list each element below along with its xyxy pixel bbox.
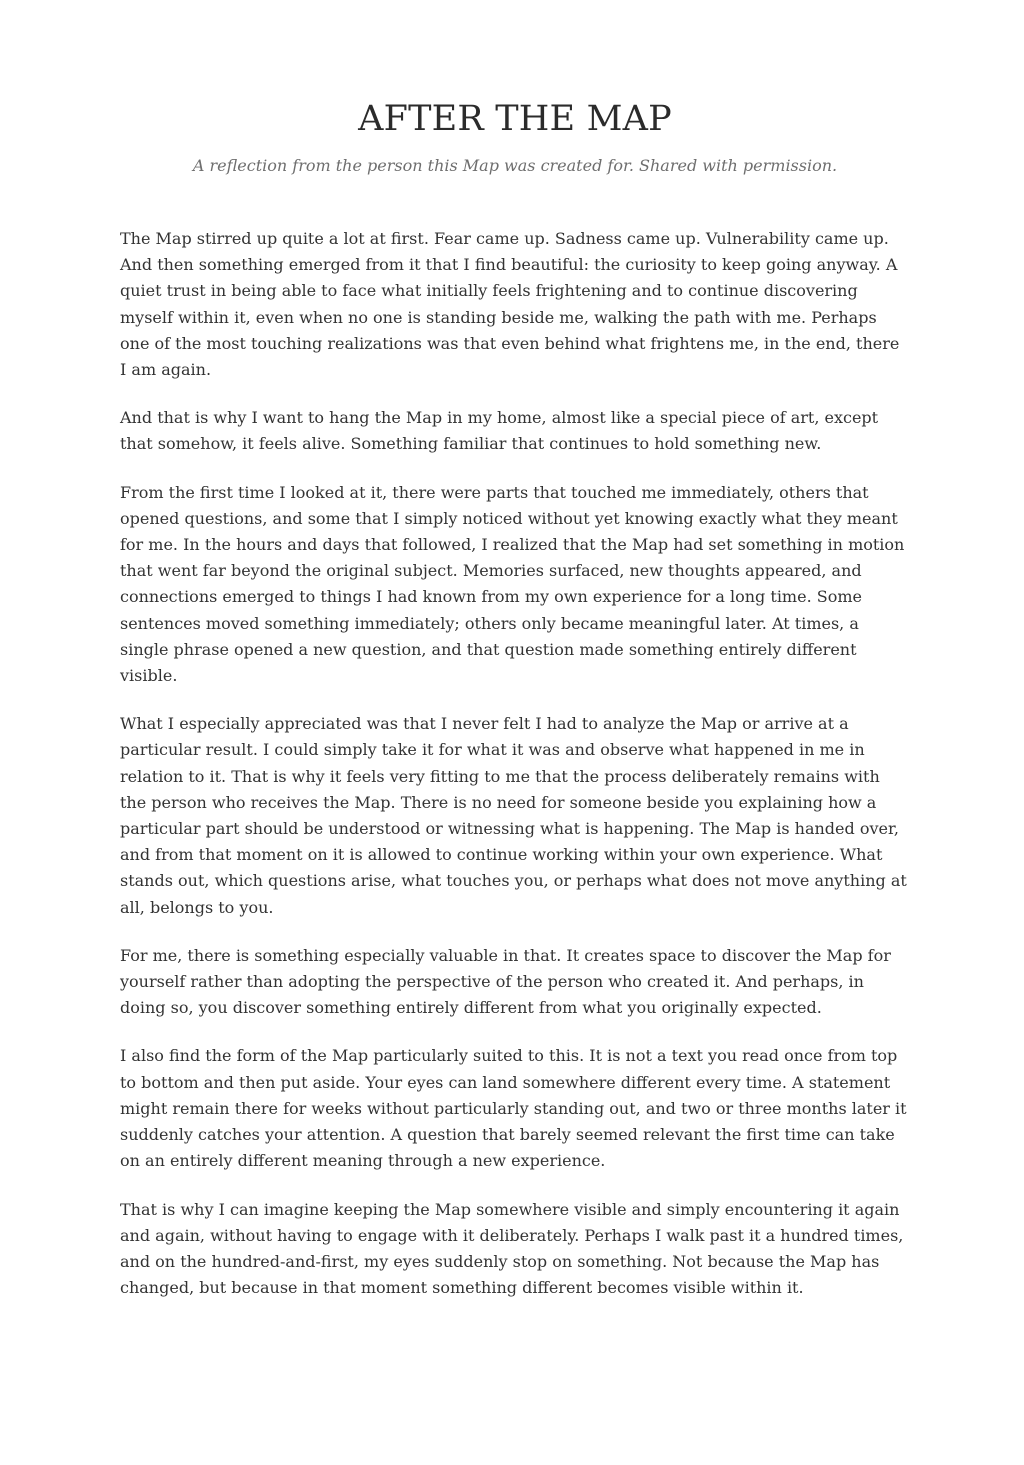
paragraph: That is why I can imagine keeping the Map somewhere visible and simply encountering it again and again, without having to engage with it deliberately. Perhaps I walk past it a hundred times, and on the hundred-and-first, my eyes suddenly stop on something. Not because the Map has changed, but because in that moment something different becomes visible within it. <box>120 1199 904 1298</box>
paragraph: What I especially appreciated was that I never felt I had to analyze the Map or arrive at a particular result. I could simply take it for what it was and observe what happened in me in relation to it. That is why it feels very fitting to me that the process deliberately remains with the person who receives the Map. There is no need for someone beside you explaining how a particular part should be understood or witnessing what is happening. The Map is handed over, and from that moment on it is allowed to continue working within your own experience. What stands out, which questions arise, what touches you, or perhaps what does not move anything at all, belongs to you. <box>120 714 907 917</box>
document-page <box>120 98 910 1323</box>
paragraph: From the first time I looked at it, there were parts that touched me immediately, others that opened questions, and some that I simply noticed without yet knowing exactly what they meant for me. In the hours and days that followed, I realized that the Map had set something in motion that went far beyond the original subject. Memories surfaced, new thoughts appeared, and connections emerged to things I had known from my own experience for a long time. Some sentences moved something immediately; others only became meaningful later. At times, a single phrase opened a new question, and that question made something entirely different visible. <box>120 482 905 686</box>
document-body <box>120 226 910 1301</box>
paragraph: For me, there is something especially valuable in that. It creates space to discover the Map for yourself rather than adopting the perspective of the person who created it. And perhaps, in doing so, you discover something entirely different from what you originally expected. <box>120 945 891 1018</box>
paragraph: And that is why I want to hang the Map in my home, almost like a special piece of art, except that somehow, it feels alive. Something familiar that continues to hold something new. <box>120 408 879 454</box>
paragraph: The Map stirred up quite a lot at first. Fear came up. Sadness came up. Vulnerability came up. And then something emerged from it that I find beautiful: the curiosity to keep going anyway. A quiet trust in being able to face what initially feels frightening and to continue discovering myself within it, even when no one is standing beside me, walking the path with me. Perhaps one of the most touching realizations was that even behind what frightens me, in the end, there I am again. <box>120 229 900 380</box>
page-subtitle: A reflection from the person this Map was created for. Shared with permission. <box>192 156 838 175</box>
paragraph: I also find the form of the Map particularly suited to this. It is not a text you read once from top to bottom and then put aside. Your eyes can land somewhere different every time. A statement might remain there for weeks without particularly standing out, and two or three months later it suddenly catches your attention. A question that barely seemed relevant the first time can take on an entirely different meaning through a new experience. <box>120 1046 907 1171</box>
page-title: AFTER THE MAP <box>358 99 672 139</box>
